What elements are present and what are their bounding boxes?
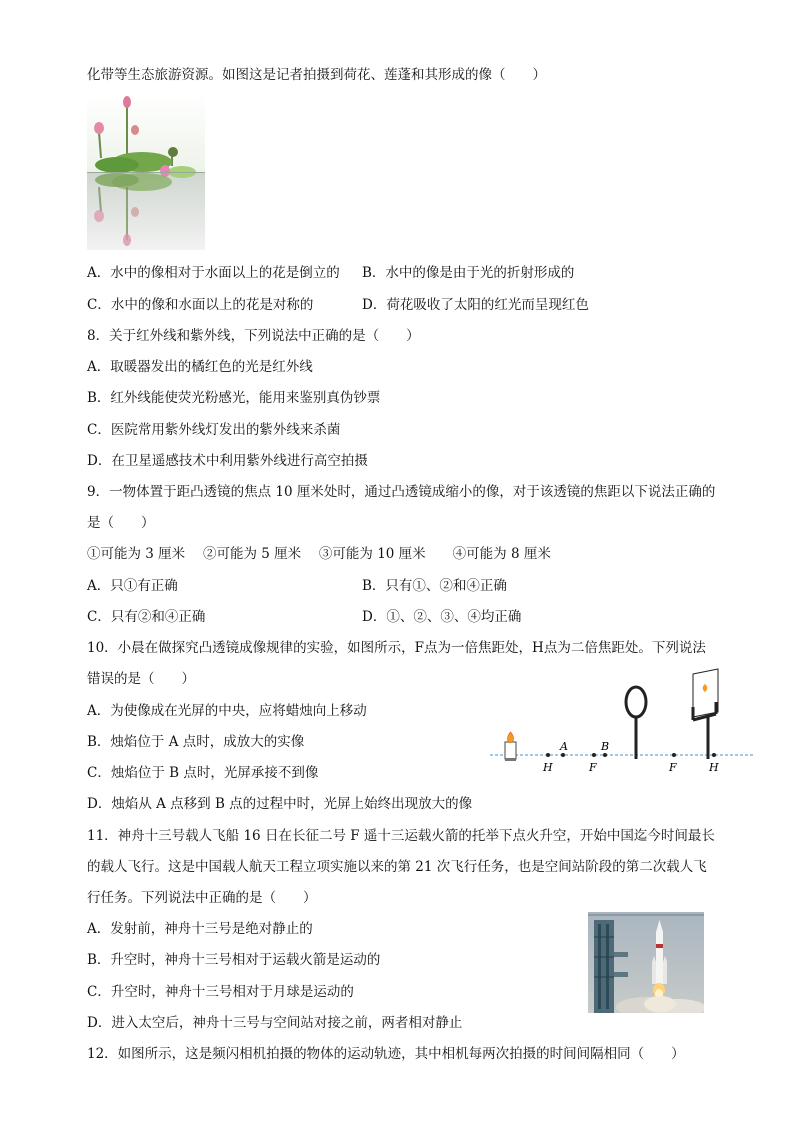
q7-stem: 化带等生态旅游资源。如图这是记者拍摄到荷花、莲蓬和其形成的像（ ） [87,67,546,83]
label-H-left: H [543,761,553,774]
q11-option-b: B．升空时，神舟十三号相对于运载火箭是运动的 [87,952,381,968]
q10-stem-line1: 10．小晨在做探究凸透镜成像规律的实验，如图所示，F点为一倍焦距处，H点为二倍焦距处。下列说法 [87,640,706,656]
label-A: A [560,740,568,753]
q8-option-c: C．医院常用紫外线灯发出的紫外线来杀菌 [87,422,341,438]
q9-choices: ①可能为 3 厘米 ②可能为 5 厘米 ③可能为 10 厘米 ④可能为 8 厘米 [87,546,551,562]
light-screen [693,669,718,759]
q10-option-c: C．烛焰位于 B 点时，光屏承接不到像 [87,765,319,781]
candle [505,732,516,761]
label-F-left: F [589,761,597,774]
q9-option-c: C．只有②和④正确 [87,609,206,625]
point-H-left [546,753,550,757]
q9-option-b: B．只有①、②和④正确 [362,578,507,594]
point-H-right [712,753,716,757]
q10-option-a: A．为使像成在光屏的中央，应将蜡烛向上移动 [87,703,367,719]
label-H-right: H [709,761,719,774]
optical-bench-diagram [488,662,756,780]
q8-stem: 8．关于红外线和紫外线，下列说法中正确的是（ ） [87,328,420,344]
q9-stem-line1: 9．一物体置于距凸透镜的焦点 10 厘米处时，通过凸透镜成缩小的像，对于该透镜的焦距以下说法正确的 [87,484,716,500]
convex-lens [626,687,646,759]
q10-option-b: B．烛焰位于 A 点时，成放大的实像 [87,734,305,750]
point-F-left [592,753,596,757]
q10-option-d: D．烛焰从 A 点移到 B 点的过程中时，光屏上始终出现放大的像 [87,796,473,812]
q7-option-c: C．水中的像和水面以上的花是对称的 [87,297,314,313]
q7-option-b: B．水中的像是由于光的折射形成的 [362,265,575,281]
q11-option-d: D．进入太空后，神舟十三号与空间站对接之前，两者相对静止 [87,1015,463,1031]
point-A [561,753,565,757]
q8-option-b: B．红外线能使荧光粉感光，能用来鉴别真伪钞票 [87,390,381,406]
q11-option-c: C．升空时，神舟十三号相对于月球是运动的 [87,984,354,1000]
q9-option-a: A．只①有正确 [87,578,178,594]
rocket-launch-photo [588,912,704,1013]
point-F-right [672,753,676,757]
q11-stem-line3: 行任务。下列说法中正确的是（ ） [87,890,317,906]
q8-option-a: A．取暖器发出的橘红色的光是红外线 [87,359,313,375]
q12-stem: 12．如图所示，这是频闪相机拍摄的物体的运动轨迹，其中相机每两次拍摄的时间间隔相同（ ） [87,1046,685,1062]
label-B: B [601,740,610,753]
q10-stem-line2: 错误的是（ ） [87,671,195,687]
q7-option-a: A．水中的像相对于水面以上的花是倒立的 [87,265,340,281]
q9-stem-line2: 是（ ） [87,515,155,531]
label-F-right: F [669,761,677,774]
lotus-reflection-photo [87,92,205,250]
q7-option-d: D．荷花吸收了太阳的红光而呈现红色 [362,297,589,313]
q11-stem-line2: 的载人飞行。这是中国载人航天工程立项实施以来的第 21 次飞行任务，也是空间站阶段的第二次载人飞 [87,859,707,875]
point-B [603,753,607,757]
q11-option-a: A．发射前，神舟十三号是绝对静止的 [87,921,313,937]
q8-option-d: D．在卫星遥感技术中利用紫外线进行高空拍摄 [87,453,368,469]
q11-stem-line1: 11．神舟十三号载人飞船 16 日在长征二号 F 遥十三运载火箭的托举下点火升空，开始中国迄今时间最长 [87,828,715,844]
q9-option-d: D．①、②、③、④均正确 [362,609,522,625]
